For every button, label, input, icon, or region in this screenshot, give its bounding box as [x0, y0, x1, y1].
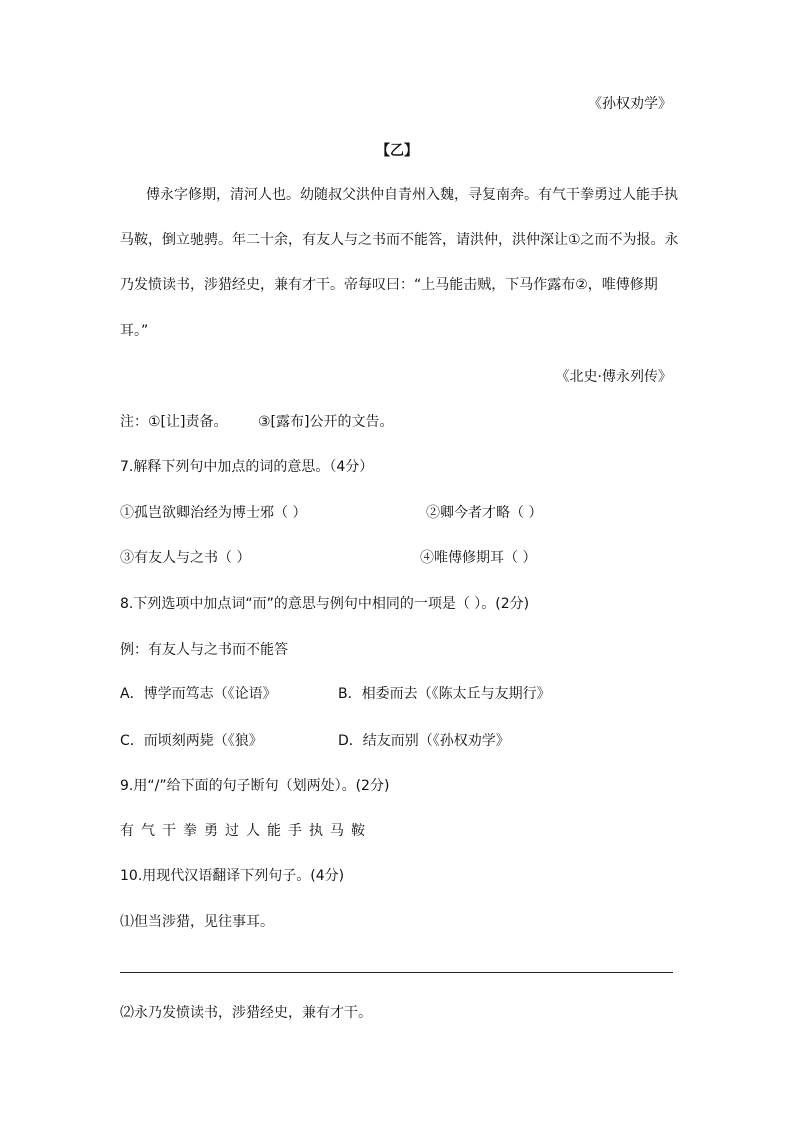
- passage-line-4: 耳。”: [120, 323, 149, 339]
- passage-line-3: 乃发愤读书，涉猎经史，兼有才干。帝每叹曰：“上马能击贼，下马作露布②，唯傅修期: [120, 277, 658, 293]
- question-9-stem: 9.用“/”给下面的句子断句（划两处）。(2分): [120, 778, 390, 794]
- question-8-example: 例：有友人与之书而不能答: [120, 642, 288, 658]
- question-8-option-b: B．相委而去（《陈太丘与友期行》: [338, 686, 551, 702]
- question-7-item-4: ④唯傅修期耳（ ）: [420, 550, 537, 566]
- question-10-stem: 10.用现代汉语翻译下列句子。(4分): [120, 868, 345, 884]
- question-7-item-3: ③有友人与之书（ ）: [120, 550, 251, 566]
- question-8-option-d: D．结友而别（《孙权劝学》: [338, 733, 510, 749]
- answer-line: [120, 972, 673, 973]
- question-8-option-c: C．而顷刻两毙（《狼》: [120, 733, 263, 749]
- question-10-item-2: ⑵永乃发愤读书，涉猎经史，兼有才干。: [120, 1005, 372, 1021]
- note-1: 注：①[让]责备。: [120, 414, 228, 430]
- question-7-item-1: ①孤岂欲卿治经为博士邪（ ）: [120, 505, 307, 521]
- question-7-stem: 7.解释下列句中加点的词的意思。（4分）: [120, 459, 374, 475]
- question-9-sentence: 有气干拳勇过人能手执马鞍: [120, 823, 372, 839]
- question-8-option-a: A．博学而笃志（《论语》: [120, 686, 277, 702]
- source-citation-a: 《孙权劝学》: [588, 96, 672, 112]
- source-citation-b: 《北史·傅永列传》: [555, 369, 672, 385]
- passage-line-1: 傅永字修期，清河人也。幼随叔父洪仲自青州入魏，寻复南奔。有气干拳勇过人能手执: [146, 187, 678, 203]
- note-2: ③[露布]公开的文告。: [258, 414, 394, 430]
- question-8-stem: 8.下列选项中加点词“而”的意思与例句中相同的一项是（ ）。(2分): [120, 596, 530, 612]
- question-7-item-2: ②卿今者才略（ ）: [426, 505, 543, 521]
- passage-line-2: 马鞍，倒立驰骋。年二十余，有友人与之书而不能答，请洪仲，洪仲深让①之而不为报。永: [120, 232, 679, 248]
- section-b-title: 【乙】: [376, 143, 418, 159]
- question-10-item-1: ⑴但当涉猎，见往事耳。: [120, 914, 274, 930]
